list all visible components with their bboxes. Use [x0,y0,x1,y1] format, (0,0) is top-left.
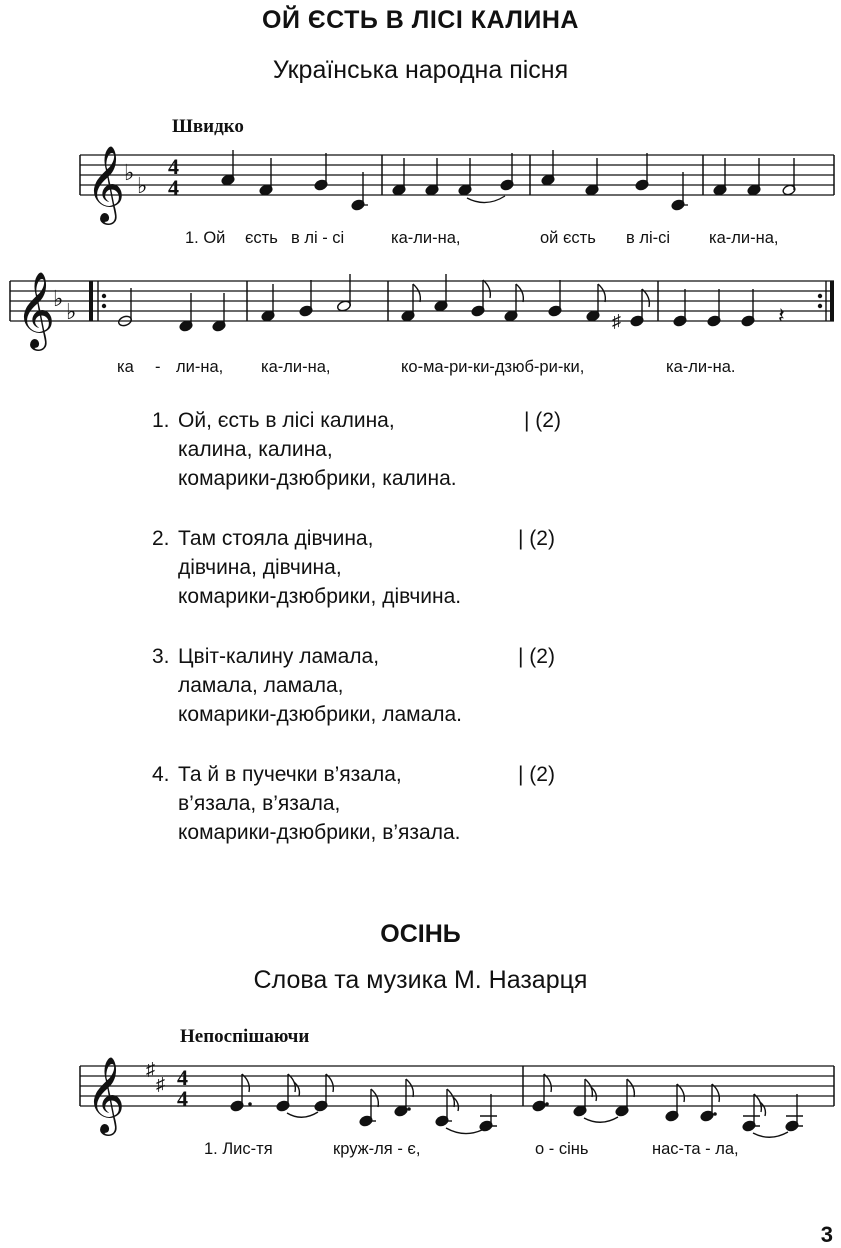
flat-icon: ♭ [66,299,77,324]
song-title: ОЙ ЄСТЬ В ЛІСІ КАЛИНА [262,6,579,34]
lyric-syllable: круж-ля - є, [333,1140,421,1158]
song-subtitle: Слова та музика М. Назарця [253,966,588,994]
repeat-marker: | (2) [518,645,555,668]
time-sig-bottom: 4 [168,175,179,200]
treble-clef-icon: 𝄞 [86,148,126,221]
tempo-marking: Непоспішаючи [180,1026,310,1047]
repeat-count: (2) [529,763,555,786]
verse-line: Ой, єсть в лісі калина, [178,409,395,432]
time-sig-top: 4 [177,1065,188,1090]
lyric-syllable: ой єсть [540,229,596,247]
verse-line: Цвіт-калину ламала, [178,645,380,668]
flat-icon: ♭ [124,160,135,185]
lyric-syllable: ка-ли-на, [391,229,461,247]
verse [152,760,582,847]
staff-3-lines [80,1066,834,1106]
lyric-syllable: ка-ли-на, [709,229,779,247]
sharp-icon: ♯ [612,311,621,331]
page-number: 3 [820,1222,833,1247]
verse-line: комарики-дзюбрики, калина. [178,467,457,490]
treble-clef-icon: 𝄞 [16,274,56,347]
verse-number: 3. [152,645,170,668]
lyric-syllable: єсть [245,229,278,247]
flat-icon: ♭ [53,286,64,311]
verse-line: ламала, ламала, [178,674,344,697]
repeat-count: (2) [535,409,561,432]
repeat-marker: | (2) [518,763,555,786]
verse [152,642,582,729]
lyric-syllable: ка-ли-на. [666,358,736,376]
verse-number: 1. [152,409,170,432]
lyric-syllable: - [155,358,161,376]
lyric-syllable: 1. Лис-тя [204,1140,273,1158]
lyric-syllable: ко-ма-ри-ки-дзюб-ри-ки, [401,358,585,376]
verse-line: калина, калина, [178,438,333,461]
tempo-marking: Швидко [172,116,244,137]
lyric-syllable: нас-та - ла, [652,1140,739,1158]
staff-2-notes [117,274,755,332]
song-subtitle: Українська народна пісня [272,56,569,84]
staff-2-lines [10,281,834,321]
verse [152,406,582,493]
staff-1-notes [221,150,796,211]
lyric-syllable: в лі-сі [626,229,671,247]
verse-line: дівчина, дівчина, [178,556,342,579]
time-sig-bottom: 4 [177,1086,188,1111]
sharp-icon: ♯ [156,1074,165,1094]
verse-number: 4. [152,763,170,786]
lyric-syllable: ка [117,358,134,376]
verse-number: 2. [152,527,170,550]
repeat-count: (2) [529,527,555,550]
repeat-marker: | (2) [518,527,555,550]
verse-line: Там стояла дівчина, [178,527,374,550]
sharp-icon: ♯ [146,1059,155,1079]
lyric-syllable: в лі - сі [291,229,345,247]
verse-line: Та й в пучечки в’язала, [178,763,402,786]
treble-clef-icon: 𝄞 [86,1059,126,1132]
lyric-syllable: о - сінь [535,1140,589,1158]
time-sig-top: 4 [168,154,179,179]
verse [152,524,582,611]
lyric-syllable: ка-ли-на, [261,358,331,376]
lyric-syllable: ли-на, [176,358,224,376]
staff-3-notes [230,1074,799,1132]
verse-line: комарики-дзюбрики, дівчина. [178,585,462,608]
rest-icon: 𝄽 [778,303,785,328]
lyric-syllable: 1. Ой [185,229,226,247]
verse-line: комарики-дзюбрики, в’язала. [178,821,461,844]
flags [413,280,649,307]
verse-line: в’язала, в’язала, [178,792,341,815]
song-title: ОСІНЬ [380,920,461,948]
flat-icon: ♭ [137,173,148,198]
repeat-count: (2) [529,645,555,668]
verse-line: комарики-дзюбрики, ламала. [178,703,463,726]
repeat-marker: | (2) [524,409,561,432]
